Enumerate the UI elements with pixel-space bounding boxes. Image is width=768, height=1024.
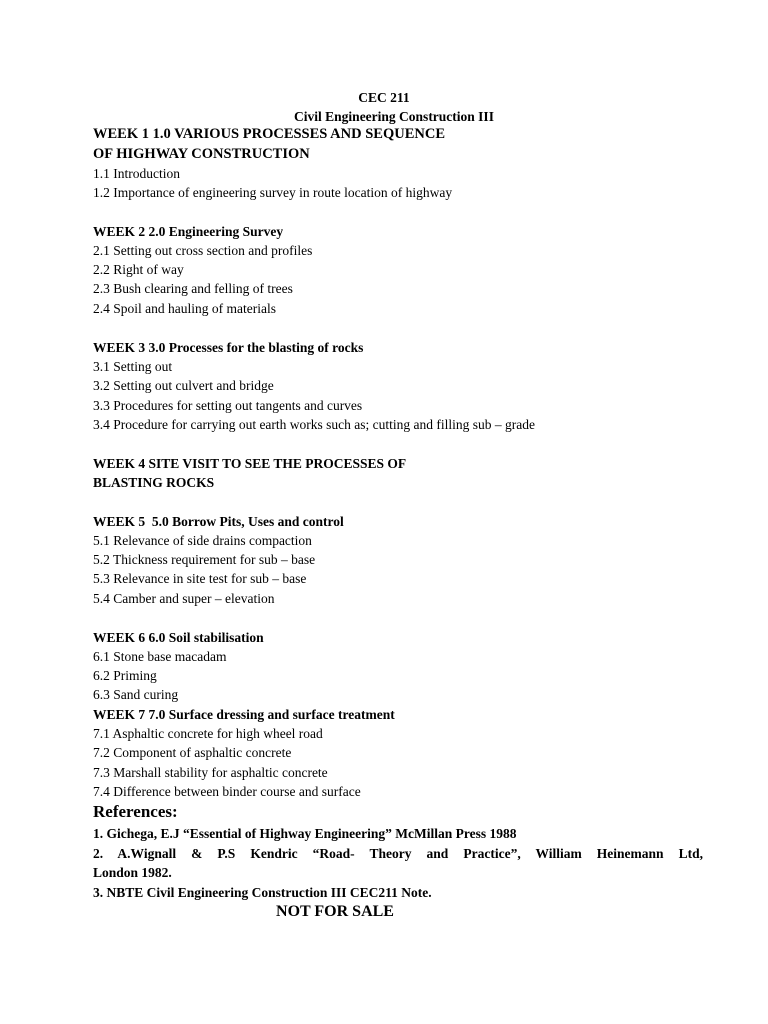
- list-item: 1.2 Importance of engineering survey in route location of highway: [93, 185, 453, 200]
- reference-2-line1: 2. A.Wignall & P.S Kendric “Road- Theory and Practice”, William Heinemann Ltd,: [93, 846, 703, 861]
- list-item: 2.1 Setting out cross section and profiles: [93, 243, 313, 258]
- week-3-heading: WEEK 3 3.0 Processes for the blasting of rocks: [93, 340, 364, 355]
- course-title: Civil Engineering Construction III: [294, 109, 494, 124]
- list-item: 3.4 Procedure for carrying out earth works such as; cutting and filling sub – grade: [93, 417, 536, 432]
- list-item: 7.4 Difference between binder course and surface: [93, 784, 361, 799]
- list-item: 6.1 Stone base macadam: [93, 649, 227, 664]
- week-5-heading: WEEK 5 5.0 Borrow Pits, Uses and control: [93, 514, 344, 529]
- not-for-sale-notice: NOT FOR SALE: [276, 903, 394, 920]
- list-item: 7.3 Marshall stability for asphaltic concrete: [93, 765, 328, 780]
- week-4-heading-line1: WEEK 4 SITE VISIT TO SEE THE PROCESSES OF: [93, 456, 407, 471]
- list-item: 6.2 Priming: [93, 668, 157, 683]
- list-item: 1.1 Introduction: [93, 166, 180, 181]
- course-code: CEC 211: [358, 90, 410, 105]
- list-item: 5.1 Relevance of side drains compaction: [93, 533, 312, 548]
- week-6-heading: WEEK 6 6.0 Soil stabilisation: [93, 630, 264, 645]
- week-2-heading: WEEK 2 2.0 Engineering Survey: [93, 224, 284, 239]
- list-item: 3.2 Setting out culvert and bridge: [93, 378, 274, 393]
- list-item: 7.2 Component of asphaltic concrete: [93, 745, 292, 760]
- reference-3: 3. NBTE Civil Engineering Construction III CEC211 Note.: [93, 885, 432, 900]
- week-1-heading-line1: WEEK 1 1.0 VARIOUS PROCESSES AND SEQUENCE: [93, 126, 445, 142]
- list-item: 5.2 Thickness requirement for sub – base: [93, 552, 316, 567]
- week-4-heading-line2: BLASTING ROCKS: [93, 475, 215, 490]
- list-item: 5.3 Relevance in site test for sub – base: [93, 571, 307, 586]
- list-item: 2.2 Right of way: [93, 262, 184, 277]
- references-title: References:: [93, 802, 178, 821]
- list-item: 3.3 Procedures for setting out tangents and curves: [93, 398, 363, 413]
- list-item: 5.4 Camber and super – elevation: [93, 591, 275, 606]
- list-item: 7.1 Asphaltic concrete for high wheel road: [93, 726, 323, 741]
- week-1-heading-line2: OF HIGHWAY CONSTRUCTION: [93, 146, 310, 162]
- week-7-heading: WEEK 7 7.0 Surface dressing and surface treatment: [93, 707, 395, 722]
- list-item: 3.1 Setting out: [93, 359, 173, 374]
- list-item: 6.3 Sand curing: [93, 687, 179, 702]
- reference-2-line2: London 1982.: [93, 865, 172, 880]
- reference-1: 1. Gichega, E.J “Essential of Highway Engineering” McMillan Press 1988: [93, 826, 517, 841]
- list-item: 2.4 Spoil and hauling of materials: [93, 301, 276, 316]
- list-item: 2.3 Bush clearing and felling of trees: [93, 281, 293, 296]
